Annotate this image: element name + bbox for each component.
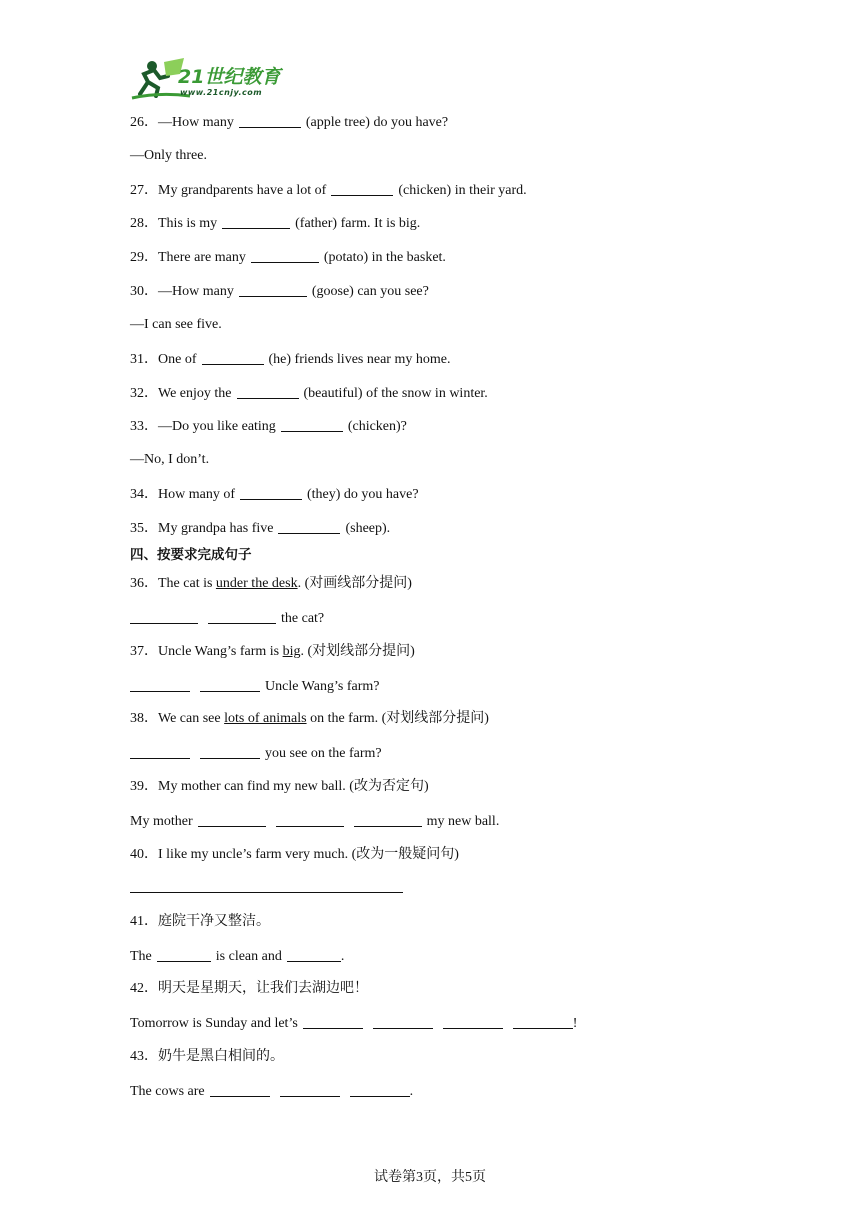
section-heading: 四、按要求完成句子 [130, 547, 252, 563]
answer-text: . [340, 949, 345, 964]
question-hint: (father) farm. It is big. [295, 216, 421, 231]
answer-blank[interactable] [202, 350, 264, 365]
question-instruction: on the farm. (对划线部分提问) [310, 711, 489, 726]
answer-blank[interactable] [130, 744, 190, 759]
answer-line [130, 1014, 577, 1033]
question-41: 41．庭院干净又整洁。 [130, 914, 270, 929]
answer-blank[interactable] [237, 384, 299, 399]
question-hint: (beautiful) of the snow in winter. [303, 386, 488, 401]
question-hint: (he) friends lives near my home. [268, 352, 451, 367]
question-text: 28．This is my [130, 216, 218, 231]
answer-line [130, 812, 499, 831]
answer-blank[interactable] [350, 1082, 410, 1097]
question-29 [130, 248, 446, 267]
answer-blank[interactable] [130, 609, 198, 624]
question-40: 40．I like my uncle’s farm very much. (改为一般疑问句) [130, 847, 459, 862]
page-footer: 试卷第3页，共5页 [374, 1170, 486, 1185]
question-hint: (goose) can you see? [311, 284, 429, 299]
answer-blank[interactable] [239, 113, 301, 128]
underlined-phrase: under the desk [215, 576, 298, 591]
answer-blank[interactable] [222, 214, 290, 229]
question-31 [130, 350, 450, 369]
question-instruction: . (对画线部分提问) [297, 576, 412, 591]
answer-line-long[interactable] [130, 892, 403, 893]
answer-text: is clean and [215, 949, 282, 964]
question-36 [130, 575, 412, 593]
answer-text: my new ball. [426, 814, 500, 829]
answer-text: The [130, 949, 152, 964]
question-30 [130, 282, 429, 301]
answer-blank[interactable] [443, 1014, 503, 1029]
answer-line [130, 677, 379, 696]
question-27 [130, 181, 527, 200]
answer-text: ! [572, 1016, 578, 1031]
question-hint: (chicken)? [347, 419, 407, 434]
answer-blank[interactable] [280, 1082, 340, 1097]
answer-text: the cat? [281, 611, 325, 626]
question-35 [130, 519, 390, 538]
answer-blank[interactable] [239, 282, 307, 297]
logo-brand-text: 21世纪教育 [178, 66, 281, 88]
question-33 [130, 417, 407, 436]
question-text: 29．There are many [130, 250, 246, 265]
answer-blank[interactable] [331, 181, 393, 196]
answer-text: The cows are [130, 1084, 205, 1099]
answer-blank[interactable] [281, 417, 343, 432]
question-26 [130, 113, 448, 132]
answer-blank[interactable] [276, 812, 344, 827]
answer-line [130, 1082, 413, 1101]
underlined-phrase: lots of animals [224, 711, 307, 726]
answer-text: My mother [130, 814, 193, 829]
answer-line [130, 609, 324, 628]
question-text: 38．We can see [130, 711, 221, 726]
question-37 [130, 643, 415, 661]
answer-blank[interactable] [287, 947, 341, 962]
answer-text: you see on the farm? [265, 746, 382, 761]
answer-blank[interactable] [354, 812, 422, 827]
answer-line [130, 744, 382, 763]
answer-blank[interactable] [373, 1014, 433, 1029]
question-42: 42．明天是星期天，让我们去湖边吧！ [130, 981, 368, 996]
question-34 [130, 485, 419, 504]
question-hint: (they) do you have? [307, 487, 419, 502]
question-text: 31．One of [130, 352, 197, 367]
answer-blank[interactable] [251, 248, 319, 263]
question-text: 37．Uncle Wang’s farm is [130, 644, 280, 659]
question-text: 33．—Do you like eating [130, 419, 276, 434]
question-hint: (potato) in the basket. [323, 250, 446, 265]
question-43: 43．奶牛是黑白相间的。 [130, 1049, 284, 1064]
answer-line [130, 947, 344, 966]
answer-line: —Only three. [130, 148, 207, 163]
answer-blank[interactable] [208, 609, 276, 624]
question-39: 39．My mother can find my new ball. (改为否定句) [130, 779, 429, 794]
logo-url-text: www.21cnjy.com [180, 88, 263, 97]
question-28 [130, 214, 420, 233]
question-hint: (chicken) in their yard. [398, 183, 527, 198]
question-38 [130, 710, 489, 728]
answer-blank[interactable] [157, 947, 211, 962]
answer-blank[interactable] [278, 519, 340, 534]
answer-blank[interactable] [210, 1082, 270, 1097]
question-instruction: . (对划线部分提问) [300, 644, 415, 659]
site-logo [130, 56, 300, 102]
underlined-phrase: big [282, 644, 301, 659]
answer-line: —No, I don’t. [130, 452, 210, 467]
answer-blank[interactable] [200, 677, 260, 692]
answer-text: Uncle Wang’s farm? [265, 679, 380, 694]
question-text: 32．We enjoy the [130, 386, 232, 401]
question-text: 35．My grandpa has five [130, 521, 274, 536]
question-hint: (apple tree) do you have? [305, 115, 449, 130]
question-hint: (sheep). [345, 521, 391, 536]
question-text: 30．—How many [130, 284, 234, 299]
question-text: 27．My grandparents have a lot of [130, 183, 327, 198]
answer-blank[interactable] [200, 744, 260, 759]
question-text: 26．—How many [130, 115, 234, 130]
answer-text: . [409, 1084, 414, 1099]
answer-blank[interactable] [303, 1014, 363, 1029]
answer-text: Tomorrow is Sunday and let’s [130, 1016, 298, 1031]
answer-line: —I can see five. [130, 317, 222, 332]
answer-blank[interactable] [513, 1014, 573, 1029]
question-text: 36．The cat is [130, 576, 213, 591]
question-text: 34．How many of [130, 487, 235, 502]
answer-blank[interactable] [198, 812, 266, 827]
answer-blank[interactable] [130, 677, 190, 692]
question-32 [130, 384, 488, 403]
answer-blank[interactable] [240, 485, 302, 500]
